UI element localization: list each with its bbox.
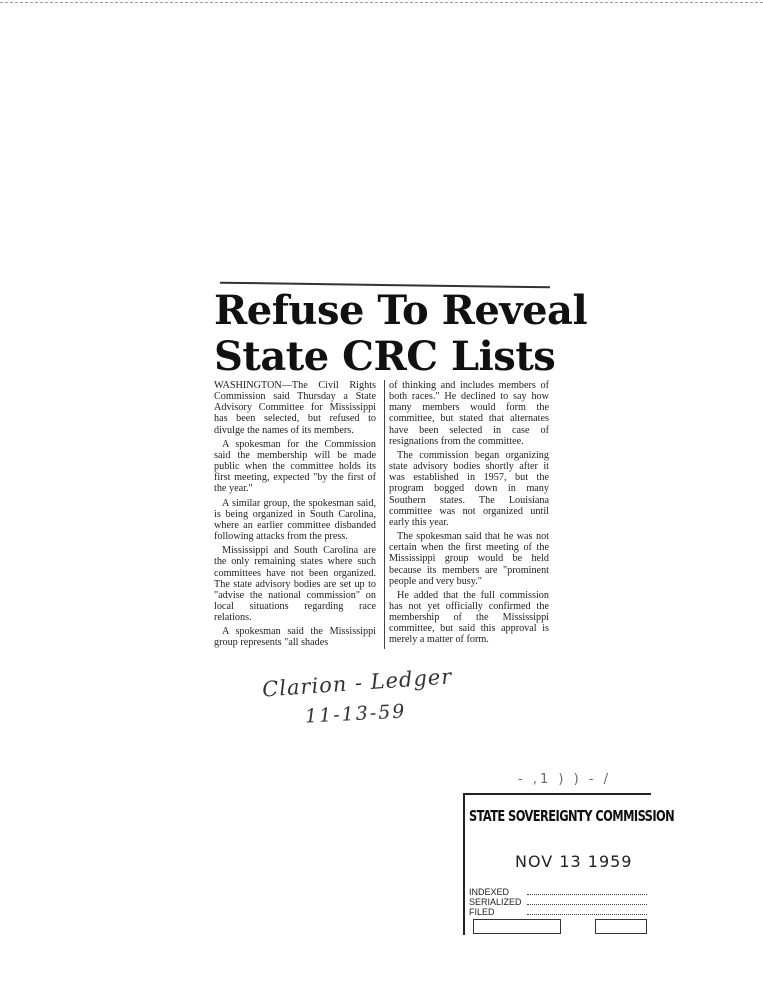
received-stamp (463, 793, 675, 935)
stamp-field-indexed (469, 887, 647, 897)
headline-line-1: Refuse To Reveal (214, 287, 588, 334)
article-column-right (384, 380, 549, 649)
handwritten-marks: - ,1 ) ) - / (518, 772, 611, 787)
paragraph: Mississippi and South Carolina are the only remaining states where such committees have not been organized. The state advisory bodies are set up to "advise the national commission" on local situations regarding race relations. (214, 545, 376, 624)
dotted-line (527, 894, 647, 895)
handwritten-source: Clarion - Ledger (261, 664, 454, 702)
paragraph: He added that the full commission has not yet officially confirmed the membership of the Mississippi committee, but said this approval is merely a matter of form. (389, 589, 549, 646)
newspaper-clipping (214, 280, 588, 665)
stamp-title: STATE SOVEREIGNTY COMMISSION (469, 807, 675, 825)
dotted-line (527, 904, 647, 905)
stamp-field-label: INDEXED (469, 887, 510, 897)
headline-line-2: State CRC Lists (214, 333, 556, 380)
article-column-left (214, 380, 376, 652)
paragraph: A spokesman for the Commission said the membership will be made public when the committee holds its first meeting, expected "by the first of the year." (214, 438, 376, 495)
paragraph: of thinking and includes members of both races." He declined to say how many members would form the committee, but stated that alternates have been selected in case of resignations from the committee. (389, 380, 549, 447)
paragraph: A similar group, the spokesman said, is being organized in South Carolina, where an earlier committee disbanded following attacks from the press. (214, 497, 376, 543)
stamp-field-serialized (469, 897, 647, 907)
stamp-date: NOV 13 1959 (515, 852, 633, 871)
stamp-box (473, 919, 561, 934)
paragraph: A spokesman said the Mississippi group represents "all shades (214, 626, 376, 649)
headline (214, 287, 588, 380)
paragraph: The commission began organizing state advisory bodies shortly after it was established in 1957, but the program bogged down in many Southern states. The Louisiana committee was not organized until early this year. (389, 449, 549, 528)
stamp-field-label: SERIALIZED (469, 897, 522, 907)
stamp-field-label: FILED (469, 907, 495, 917)
top-dashed-border (0, 2, 763, 3)
paragraph: WASHINGTON—The Civil Rights Commission said Thursday a State Advisory Committee for Mississippi has been selected, but refused to divulge the names of its members. (214, 380, 376, 436)
stamp-box (595, 919, 647, 934)
stamp-field-filed (469, 907, 647, 917)
handwritten-date: 11-13-59 (304, 700, 407, 728)
paragraph: The spokesman said that he was not certain when the first meeting of the Mississippi group would be held because its members are "prominent people and very busy." (389, 531, 549, 587)
dotted-line (527, 914, 647, 915)
